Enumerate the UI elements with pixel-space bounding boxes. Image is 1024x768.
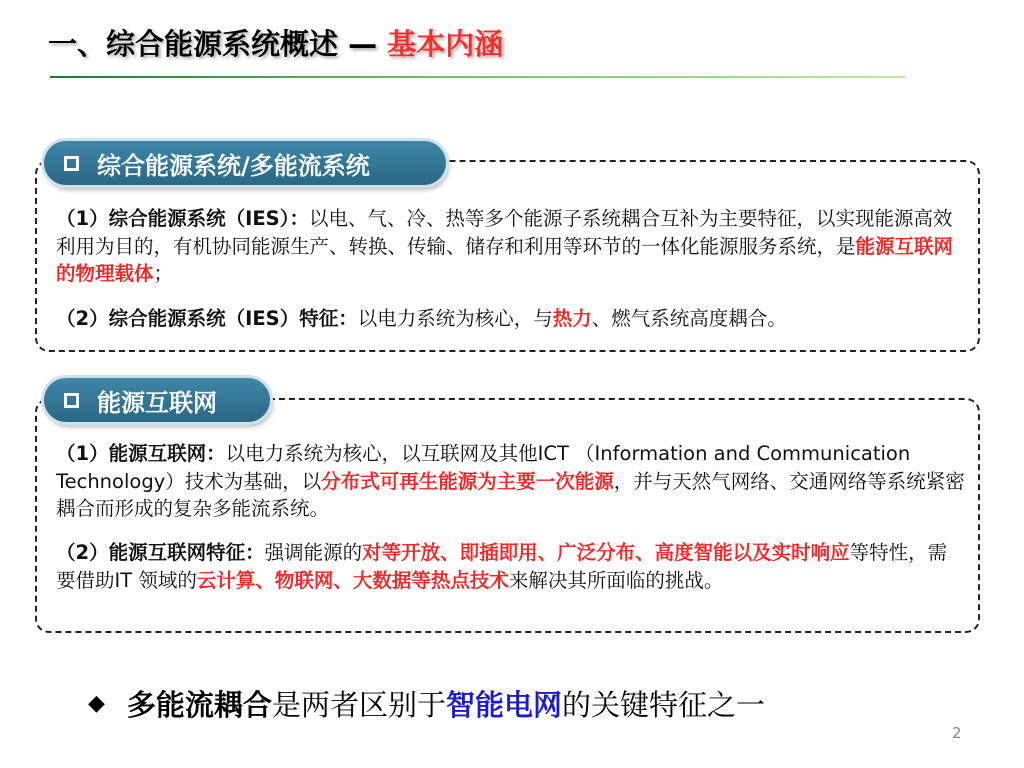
key-point-end: 的关键特征之一 [561,688,765,722]
key-point-bold: 多能流耦合 [126,688,272,722]
checkbox-square-icon [64,156,79,171]
ies-feature-end: 、燃气系统高度耦合。 [591,307,787,330]
ies-feature-text: 以电力系统为核心，与 [357,307,553,330]
page-number: 2 [952,724,962,742]
diamond-bullet-icon: ◆ [88,691,105,716]
energy-internet-definition-label: （1）能源互联网： [56,442,226,465]
section-energy-internet-heading-label: 能源互联网 [97,388,217,417]
energy-internet-definition-text: 以电力系统为核心，以互联网及其他ICT （Information and Communication Technology）技术为基础，以 [56,442,911,493]
energy-internet-feature [56,539,966,594]
energy-internet-definition [56,440,966,523]
title-highlight: 基本内涵 [387,27,504,61]
slide-title [48,22,503,63]
ies-feature-highlight: 热力 [552,307,592,330]
title-main: 一、综合能源系统概述 — [48,27,388,61]
ies-feature-label: （2）综合能源系统（IES）特征： [56,307,358,330]
section-energy-internet-heading [44,378,270,422]
ies-definition-highlight: 能源互联网的物理载体 [56,234,954,285]
energy-internet-definition-highlight: 分布式可再生能源为主要一次能源 [321,469,614,493]
section-ies-heading-label: 综合能源系统/多能流系统 [97,151,370,180]
key-point-blue: 智能电网 [445,688,562,722]
key-point-text: 是两者区别于 [271,688,446,722]
key-point [88,683,765,724]
energy-internet-definition-end: ，并与天然气网络、交通网络等系统紧密耦合而形成的复杂多能流系统。 [56,469,965,520]
energy-internet-feature-label: （2）能源互联网特征： [56,541,265,564]
title-underline [50,76,906,78]
ies-definition-text: 以电、气、冷、热等多个能源子系统耦合互补为主要特征，以实现能源高效利用为目的，有机协同能源生产、转换、传输、储存和利用等环节的一体化能源服务系统，是 [56,207,953,258]
energy-internet-feature-end: 来解决其所面临的挑战。 [508,568,724,592]
section-ies-heading [44,141,446,185]
energy-internet-feature-highlight: 对等开放、即插即用、广泛分布、高度智能以及实时响应 [362,541,850,564]
checkbox-square-icon [64,393,79,408]
energy-internet-feature-mid: 等特性，需要借助IT 领域的 [56,541,948,592]
ies-definition-label: （1）综合能源系统（IES）： [56,207,309,230]
ies-definition [56,205,966,288]
ies-feature [56,305,966,333]
energy-internet-feature-text: 强调能源的 [264,541,363,564]
ies-definition-end: ； [153,262,174,285]
energy-internet-feature-highlight-2: 云计算、物联网、大数据等热点技术 [196,568,509,592]
